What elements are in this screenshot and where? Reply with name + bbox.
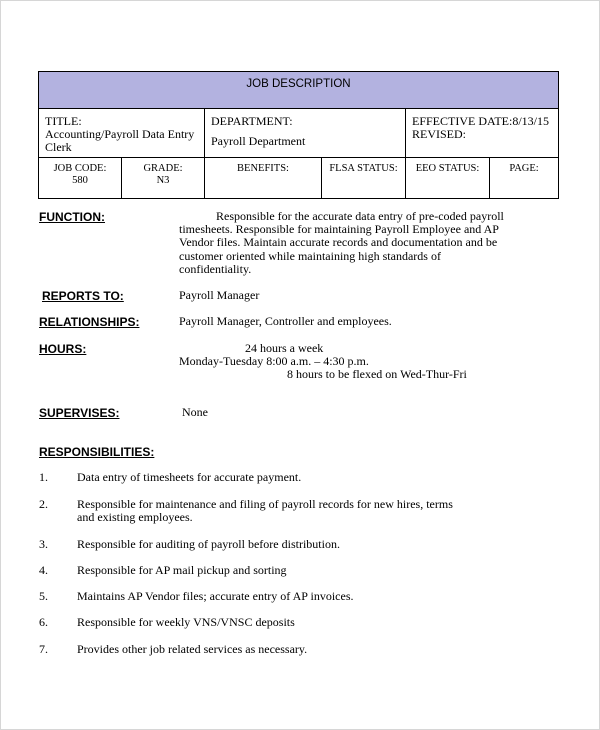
title-cell [39, 109, 205, 157]
header-row-title-department [39, 109, 558, 158]
eeo-status-label: EEO STATUS: [415, 163, 480, 174]
department-label: DEPARTMENT: [211, 114, 293, 128]
benefits-label: BENEFITS: [237, 163, 289, 174]
function-text: Responsible for the accurate data entry of pre-coded payroll timesheets. Responsible for maintaining Payroll Employee and AP Vendor files. Maintain accurate records and documentation and be customer oriented while maintaining high standards of confidentiality. [179, 209, 504, 276]
flsa-status-cell [322, 158, 406, 198]
list-item [39, 564, 519, 577]
effective-date: EFFECTIVE DATE:8/13/15 [412, 114, 549, 128]
list-item-text: Responsible for auditing of payroll before distribution. [77, 537, 340, 551]
flsa-status-label: FLSA STATUS: [329, 163, 398, 174]
hours-line3: 8 hours to be flexed on Wed-Thur-Fri [287, 367, 467, 381]
job-code-cell [39, 158, 122, 198]
list-item [39, 498, 519, 524]
list-item-number: 2. [39, 497, 48, 511]
list-item [39, 471, 519, 484]
job-code-label: JOB CODE: [53, 163, 107, 174]
function-label: FUNCTION: [39, 210, 105, 224]
job-code-value: 580 [72, 175, 88, 186]
list-item [39, 616, 519, 629]
header-row-codes [39, 158, 558, 198]
supervises-label: SUPERVISES: [39, 406, 120, 420]
hours-line2: Monday-Tuesday 8:00 a.m. – 4:30 p.m. [179, 354, 369, 368]
relationships-value: Payroll Manager, Controller and employees. [179, 314, 392, 328]
list-item-text: Maintains AP Vendor files; accurate entry of AP invoices. [77, 589, 354, 603]
title-value-line2: Clerk [45, 140, 72, 154]
revised-label: REVISED: [412, 127, 466, 141]
list-item-number: 7. [39, 642, 48, 656]
list-item [39, 538, 519, 551]
title-label: TITLE: [45, 114, 82, 128]
list-item-number: 4. [39, 563, 48, 577]
reports-to-label: REPORTS TO: [42, 289, 124, 303]
department-cell [205, 109, 406, 157]
list-item-text: Responsible for maintenance and filing of payroll records for new hires, terms and existing employees. [77, 497, 453, 525]
grade-label: GRADE: [143, 163, 183, 174]
page-label: PAGE: [509, 163, 539, 174]
list-item-text: Provides other job related services as necessary. [77, 642, 308, 656]
title-value-line1: Accounting/Payroll Data Entry [45, 127, 195, 141]
job-description-title: JOB DESCRIPTION [39, 72, 558, 109]
hours-line1: 24 hours a week [245, 341, 324, 355]
list-item-number: 1. [39, 470, 48, 484]
reports-to-value: Payroll Manager [179, 288, 260, 302]
responsibilities-label: RESPONSIBILITIES: [39, 445, 155, 459]
grade-cell [122, 158, 205, 198]
list-item [39, 590, 519, 603]
grade-value: N3 [156, 175, 170, 186]
hours-label: HOURS: [39, 342, 87, 356]
list-item-number: 6. [39, 615, 48, 629]
list-item-text: Data entry of timesheets for accurate payment. [77, 470, 302, 484]
page-cell [490, 158, 558, 198]
list-item [39, 643, 519, 656]
eeo-status-cell [406, 158, 490, 198]
supervises-value: None [182, 405, 208, 419]
job-header-table [38, 71, 559, 199]
relationships-label: RELATIONSHIPS: [39, 315, 140, 329]
benefits-cell [205, 158, 322, 198]
list-item-text: Responsible for AP mail pickup and sorting [77, 563, 287, 577]
department-value: Payroll Department [211, 134, 306, 148]
effective-date-cell [406, 109, 558, 157]
list-item-number: 3. [39, 537, 48, 551]
list-item-text: Responsible for weekly VNS/VNSC deposits [77, 615, 295, 629]
list-item-number: 5. [39, 589, 48, 603]
